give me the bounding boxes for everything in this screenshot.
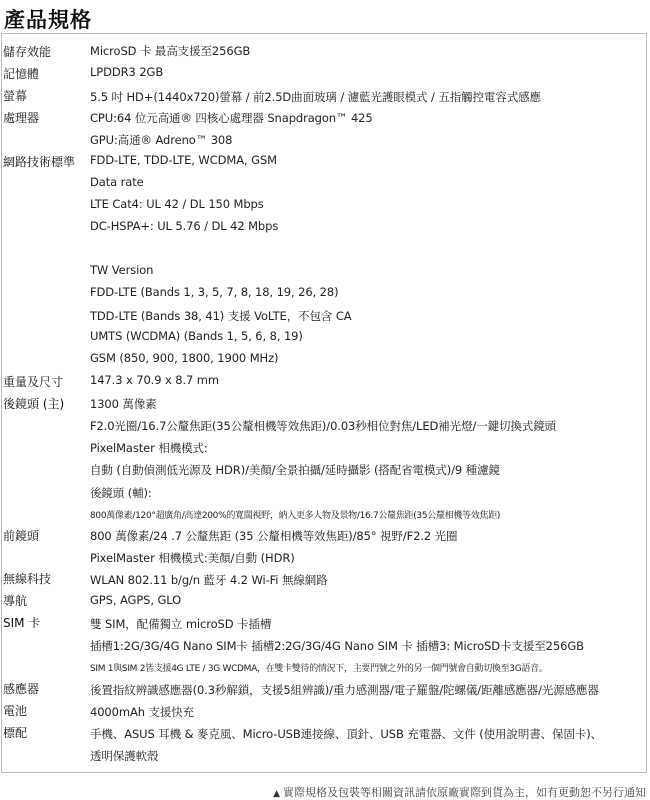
spec-value: LPDDR3 2GB	[90, 65, 164, 79]
spec-value: Data rate	[90, 175, 144, 189]
spec-value: MicroSD 卡 最高支援至256GB	[90, 44, 251, 58]
spec-value: DC-HSPA+: UL 5.76 / DL 42 Mbps	[90, 219, 279, 233]
spec-value: 147.3 x 70.9 x 8.7 mm	[90, 373, 220, 387]
spec-value: 手機、ASUS 耳機 & 麥克風、Micro-USB連接線、頂針、USB 充電器、文件 (使用說明書、保固卡)、	[90, 727, 603, 741]
spec-value: 1300 萬像素	[90, 397, 157, 411]
page-title: 產品規格	[4, 8, 92, 32]
spec-value: 800萬像素/120°超廣角/高達200%的寬闊視野，納入更多人物及景物/16.7公釐焦距(35公釐相機等效焦距)	[90, 511, 501, 521]
spec-label: 儲存效能	[3, 45, 52, 59]
spec-value: 800 萬像素/24 .7 公釐焦距 (35 公釐相機等效焦距)/85° 視野/F2.2 光圈	[90, 529, 458, 543]
spec-label: 導航	[3, 594, 28, 608]
spec-value: F2.0光圈/16.7公釐焦距(35公釐相機等效焦距)/0.03秒相位對焦/LED補光燈/一鍵切換式鏡頭	[90, 419, 557, 433]
spec-label: 記憶體	[3, 67, 40, 81]
spec-value: 5.5 吋 HD+(1440x720)螢幕 / 前2.5D曲面玻璃 / 濾藍光護眼模式 / 五指觸控電容式感應	[90, 90, 541, 104]
spec-value: 自動 (自動偵測低光源及 HDR)/美顏/全景拍攝/延時攝影 (搭配省電模式)/9 種濾鏡	[90, 463, 500, 477]
spec-value: GPS, AGPS, GLO	[90, 593, 182, 607]
spec-label: 標配	[3, 726, 28, 740]
spec-value: FDD-LTE (Bands 1, 3, 5, 7, 8, 18, 19, 26, 28)	[90, 285, 339, 299]
spec-value: 後置指紋辨識感應器(0.3秒解鎖，支援5組辨識)/重力感測器/電子羅盤/陀螺儀/距離感應器/光源感應器	[90, 683, 599, 697]
spec-label: 感應器	[3, 682, 40, 696]
spec-value: 透明保護軟殼	[90, 749, 159, 763]
spec-label: 電池	[3, 704, 28, 718]
spec-value: FDD-LTE, TDD-LTE, WCDMA, GSM	[90, 153, 277, 167]
spec-value: SIM 1與SIM 2皆支援4G LTE / 3G WCDMA，在雙卡雙待的情況下，主要門號之外的另一個門號會自動切換至3G語音。	[90, 664, 548, 674]
spec-label: SIM 卡	[3, 616, 41, 630]
spec-value: PixelMaster 相機模式:美顏/自動 (HDR)	[90, 551, 295, 565]
spec-value: WLAN 802.11 b/g/n 藍牙 4.2 Wi-Fi 無線網路	[90, 573, 328, 587]
spec-value: GPU:高通® Adreno™ 308	[90, 133, 233, 147]
spec-label: 處理器	[3, 111, 40, 125]
spec-label: 網路技術標準	[3, 155, 76, 169]
disclaimer-note	[273, 784, 646, 800]
spec-value: GSM (850, 900, 1800, 1900 MHz)	[90, 351, 279, 365]
spec-label: 前鏡頭	[3, 529, 40, 543]
spec-value: UMTS (WCDMA) (Bands 1, 5, 6, 8, 19)	[90, 329, 303, 343]
spec-value: TW Version	[90, 263, 154, 277]
spec-label: 無線科技	[3, 572, 52, 586]
spec-value: 插槽1:2G/3G/4G Nano SIM卡 插槽2:2G/3G/4G Nano SIM 卡 插槽3: MicroSD卡支援至256GB	[90, 639, 584, 653]
spec-value: PixelMaster 相機模式:	[90, 441, 208, 455]
spec-value: TDD-LTE (Bands 38, 41) 支援 VoLTE，不包含 CA	[90, 309, 352, 323]
disclaimer-text: 實際規格及包裝等相關資訊請依原廠實際到貨為主，如有更動恕不另行通知	[283, 786, 646, 799]
spec-value: 4000mAh 支援快充	[90, 705, 195, 719]
spec-label: 重量及尺寸	[3, 375, 64, 389]
spec-value: CPU:64 位元高通® 四核心處理器 Snapdragon™ 425	[90, 111, 373, 125]
triangle-icon: ▲	[273, 789, 280, 799]
spec-label: 後鏡頭 (主)	[3, 397, 65, 411]
spec-value: LTE Cat4: UL 42 / DL 150 Mbps	[90, 197, 264, 211]
spec-value: 後鏡頭 (輔):	[90, 486, 152, 500]
spec-label: 螢幕	[3, 89, 28, 103]
spec-value: 雙 SIM，配備獨立 microSD 卡插槽	[90, 617, 272, 631]
